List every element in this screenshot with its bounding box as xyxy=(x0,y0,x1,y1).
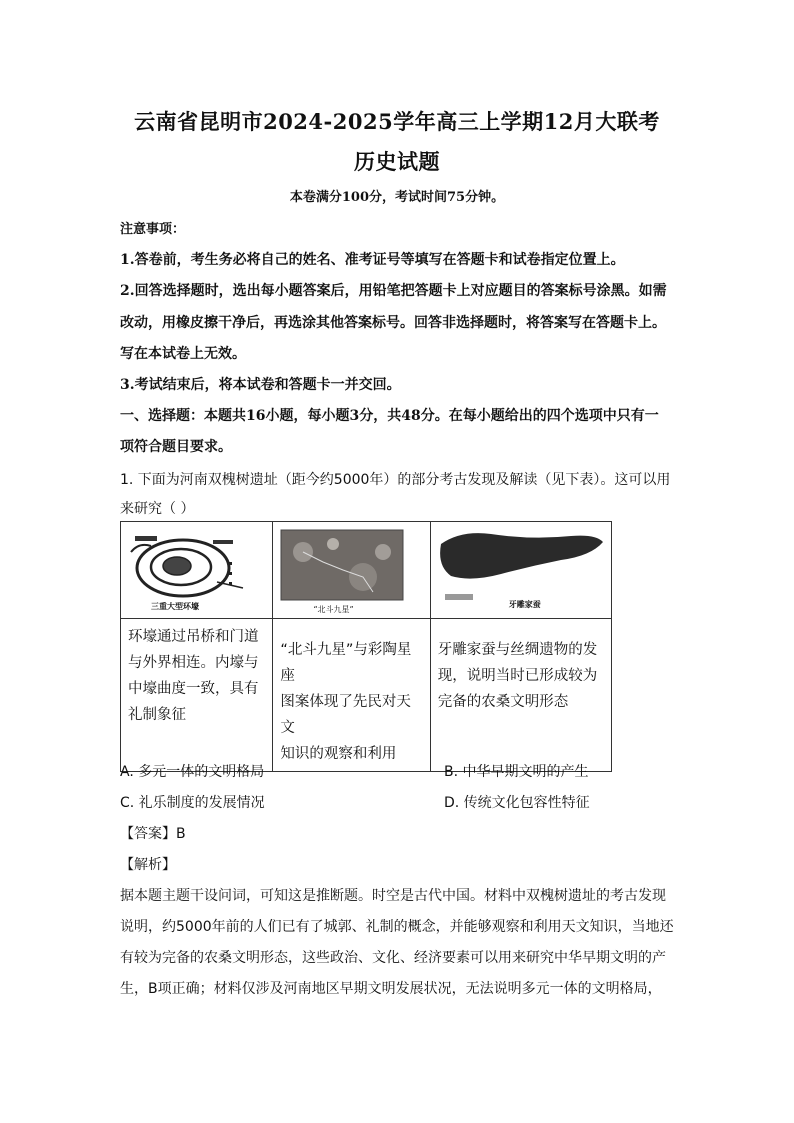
note-3: 3.考试结束后，将本试卷和答题卡一并交回。 xyxy=(120,377,401,393)
option-a: A. 多元一体的文明格局 xyxy=(120,764,265,780)
question-stem-line-1: 1. 下面为河南双槐树遗址（距今约5000年）的部分考古发现及解读（见下表）。这可以用 xyxy=(120,472,671,488)
option-b: B. 中华早期文明的产生 xyxy=(444,764,589,780)
cell-line: 礼制象征 xyxy=(128,707,186,723)
text-cell-moats xyxy=(121,619,273,772)
text-cell-silkworm xyxy=(430,619,611,772)
analysis-line-2: 说明，约5000年前的人们已有了城郭、礼制的概念，并能够观察和利用天文知识，当地还 xyxy=(120,919,674,935)
exam-info: 本卷满分100分，考试时间75分钟。 xyxy=(289,190,505,205)
cell-line: 图案体现了先民对天文 xyxy=(280,694,411,736)
exam-title: 云南省昆明市2024-2025学年高三上学期12月大联考 xyxy=(134,109,660,134)
silkworm-caption: 牙雕家蚕 xyxy=(508,599,541,609)
cell-line: “北斗九星”与彩陶星座 xyxy=(280,642,412,684)
text-cell-dipper xyxy=(273,619,430,772)
note-2-line-3: 写在本试卷上无效。 xyxy=(120,346,246,362)
option-d: D. 传统文化包容性特征 xyxy=(444,795,590,811)
findings-table xyxy=(120,521,612,772)
section-heading-line-2: 项符合题目要求。 xyxy=(120,439,232,455)
note-2-line-2: 改动，用橡皮擦干净后，再选涂其他答案标号。回答非选择题时，将答案写在答题卡上。 xyxy=(120,315,666,331)
cell-line: 知识的观察和利用 xyxy=(280,746,397,762)
analysis-heading: 【解析】 xyxy=(120,857,176,873)
cell-line: 牙雕家蚕与丝绸遗物的发 xyxy=(437,642,598,658)
image-cell-dipper xyxy=(273,522,430,619)
option-c: C. 礼乐制度的发展情况 xyxy=(120,795,265,811)
cell-line: 完备的农桑文明形态 xyxy=(437,694,569,710)
dipper-caption: “北斗九星” xyxy=(313,605,354,614)
moat-caption: 三重大型环壕 xyxy=(151,601,199,611)
notes-heading: 注意事项： xyxy=(120,222,186,237)
answer-label: 【答案】B xyxy=(120,826,186,842)
analysis-line-1: 据本题主题干设问词，可知这是推断题。时空是古代中国。材料中双槐树遗址的考古发现 xyxy=(120,888,666,904)
note-1: 1.答卷前，考生务必将自己的姓名、准考证号等填写在答题卡和试卷指定位置上。 xyxy=(120,252,625,268)
section-heading-line-1: 一、选择题：本题共16小题，每小题3分，共48分。在每小题给出的四个选项中只有一 xyxy=(120,408,659,424)
analysis-line-3: 有较为完备的农桑文明形态，这些政治、文化、经济要素可以用来研究中华早期文明的产 xyxy=(120,950,666,966)
cell-line: 中壕曲度一致，具有 xyxy=(128,681,259,697)
table-text-row xyxy=(121,619,612,772)
subject-title: 历史试题 xyxy=(354,149,440,174)
question-stem-line-2: 来研究（ ） xyxy=(120,501,195,517)
image-cell-silkworm xyxy=(430,522,611,619)
cell-line: 现，说明当时已形成较为 xyxy=(437,668,598,684)
table-image-row xyxy=(121,522,612,619)
image-cell-moats xyxy=(121,522,273,619)
note-2-line-1: 2.回答选择题时，选出每小题答案后，用铅笔把答题卡上对应题目的答案标号涂黑。如需 xyxy=(120,283,667,299)
cell-line: 与外界相连。内壕与 xyxy=(128,655,259,671)
cell-line: 环壕通过吊桥和门道 xyxy=(128,629,259,645)
analysis-line-4: 生，B项正确；材料仅涉及河南地区早期文明发展状况，无法说明多元一体的文明格局， xyxy=(120,981,662,997)
